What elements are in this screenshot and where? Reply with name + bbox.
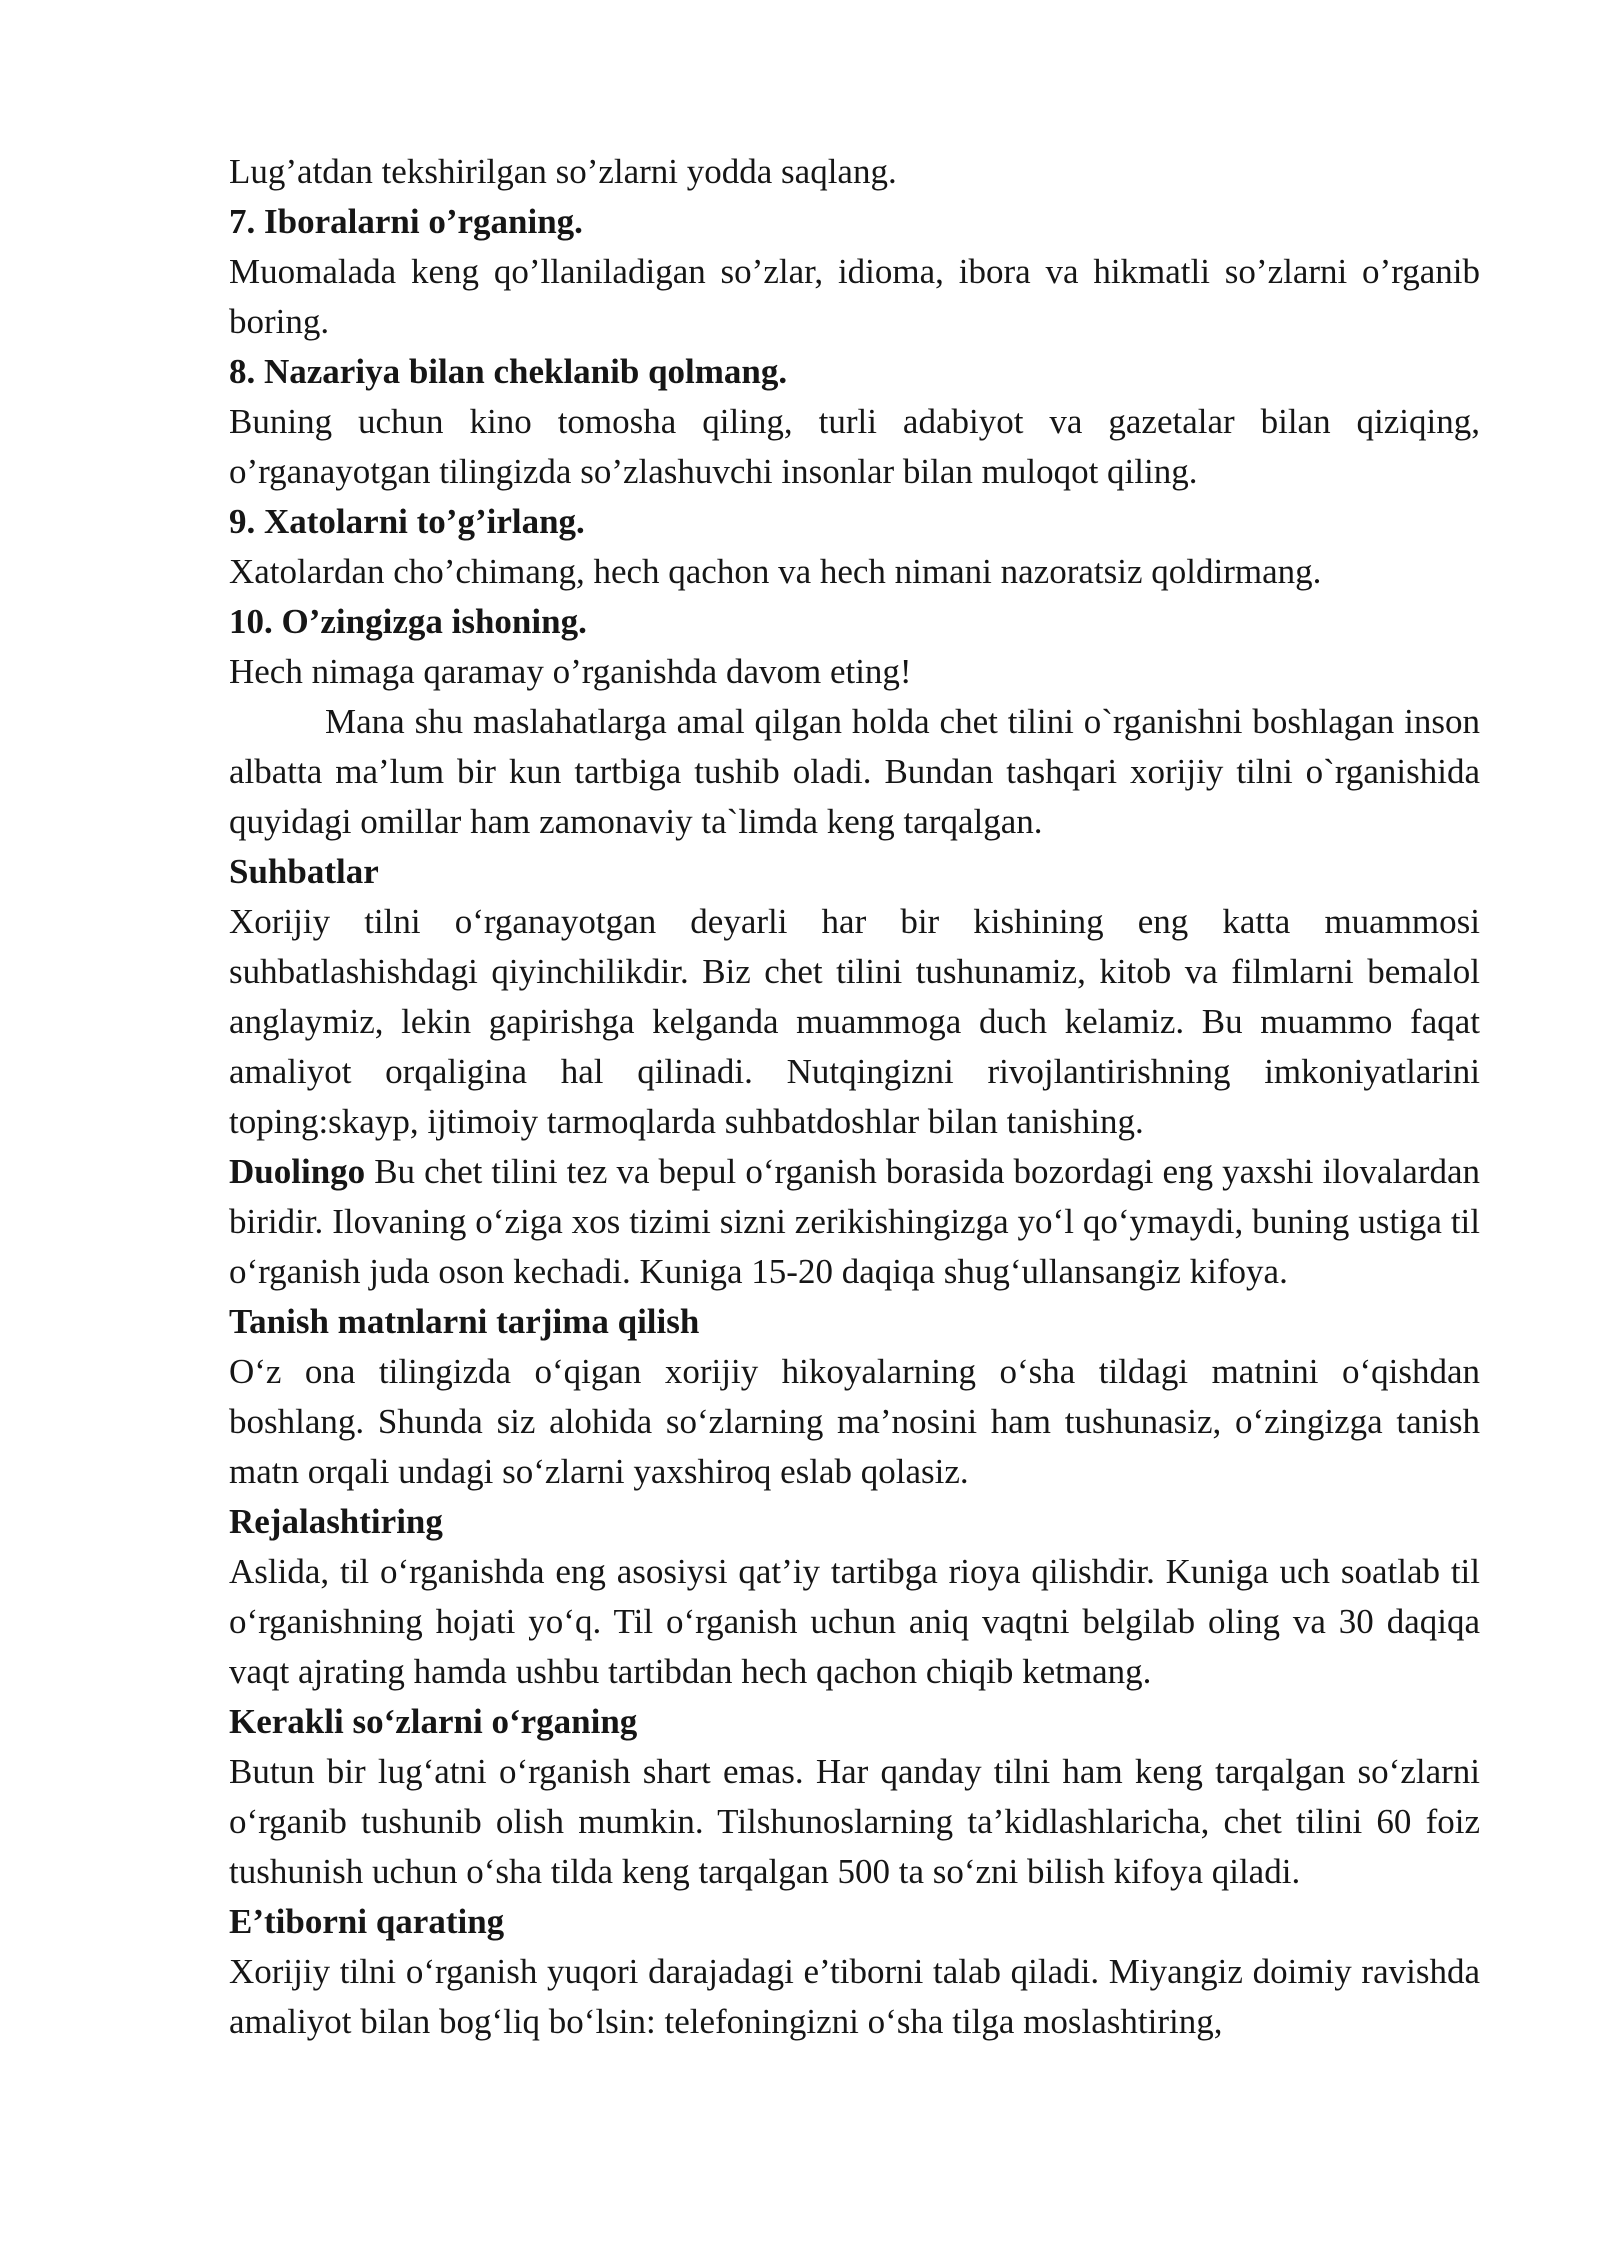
text-block xyxy=(229,147,1480,2047)
bold-lead: Duolingo xyxy=(229,1152,366,1191)
paragraph: Lug’atdan tekshirilgan so’zlarni yodda saqlang. xyxy=(229,152,897,191)
paragraph: Xorijiy tilni o‘rganayotgan deyarli har bir kishining eng katta muammosi suhbatlashishdagi qiyinchilikdir. Biz chet tilini tushunamiz, kitob va filmlarni bemalol anglaymiz, lekin gapirishga kelganda muammoga duch kelamiz. Bu muammo faqat amaliyot orqaligina hal qilinadi. Nutqingizni rivojlantirishning imkoniyatlarini toping:skayp, ijtimoiy tarmoqlarda suhbatdoshlar bilan tanishing. xyxy=(229,902,1480,1141)
paragraph: Buning uchun kino tomosha qiling, turli adabiyot va gazetalar bilan qiziqing, o’rganayotgan tilingizda so’zlashuvchi insonlar bilan muloqot qiling. xyxy=(229,402,1480,491)
paragraph: O‘z ona tilingizda o‘qigan xorijiy hikoyalarning o‘sha tildagi matnini o‘qishdan boshlang. Shunda siz alohida so‘zlarning ma’nosini ham tushunasiz, o‘zingizga tanish matn orqali undagi so‘zlarni yaxshiroq eslab qolasiz. xyxy=(229,1352,1480,1491)
paragraph: Hech nimaga qaramay o’rganishda davom eting! xyxy=(229,652,912,691)
section-heading: Kerakli so‘zlarni o‘rganing xyxy=(229,1702,638,1741)
paragraph: Mana shu maslahatlarga amal qilgan holda chet tilini o`rganishni boshlagan inson albatta ma’lum bir kun tartbiga tushib oladi. Bundan tashqari xorijiy tilni o`rganishida quyidagi omillar ham zamonaviy ta`limda keng tarqalgan. xyxy=(229,702,1480,841)
paragraph: Butun bir lug‘atni o‘rganish shart emas. Har qanday tilni ham keng tarqalgan so‘zlarni o‘rganib tushunib olish mumkin. Tilshunoslarning ta’kidlashlaricha, chet tilini 60 foiz tushunish uchun o‘sha tilda keng tarqalgan 500 ta so‘zni bilish kifoya qiladi. xyxy=(229,1752,1480,1891)
paragraph: Xatolardan cho’chimang, hech qachon va hech nimani nazoratsiz qoldirmang. xyxy=(229,552,1322,591)
section-heading: Suhbatlar xyxy=(229,852,379,891)
section-heading: 8. Nazariya bilan cheklanib qolmang. xyxy=(229,352,788,391)
section-heading: 10. O’zingizga ishoning. xyxy=(229,602,587,641)
paragraph: Xorijiy tilni o‘rganish yuqori darajadagi e’tiborni talab qiladi. Miyangiz doimiy ravishda amaliyot bilan bog‘liq bo‘lsin: telefoningizni o‘sha tilga moslashtiring, xyxy=(229,1952,1480,2041)
paragraph xyxy=(229,1147,1480,1297)
paragraph: Muomalada keng qo’llaniladigan so’zlar, idioma, ibora va hikmatli so’zlarni o’rganib boring. xyxy=(229,252,1480,341)
section-heading: Tanish matnlarni tarjima qilish xyxy=(229,1302,700,1341)
section-heading: Rejalashtiring xyxy=(229,1502,443,1541)
section-heading: 7. Iboralarni o’rganing. xyxy=(229,202,583,241)
paragraph-text: Bu chet tilini tez va bepul o‘rganish borasida bozordagi eng yaxshi ilovalardan biridir. Ilovaning o‘ziga xos tizimi sizni zerikishingizga yo‘l qo‘ymaydi, buning ustiga til o‘rganish juda oson kechadi. Kuniga 15-20 daqiqa shug‘ullansangiz kifoya. xyxy=(229,1152,1480,1291)
section-heading: E’tiborni qarating xyxy=(229,1902,505,1941)
section-heading: 9. Xatolarni to’g’irlang. xyxy=(229,502,585,541)
paragraph: Aslida, til o‘rganishda eng asosiysi qat’iy tartibga rioya qilishdir. Kuniga uch soatlab til o‘rganishning hojati yo‘q. Til o‘rganish uchun aniq vaqtni belgilab oling va 30 daqiqa vaqt ajrating hamda ushbu tartibdan hech qachon chiqib ketmang. xyxy=(229,1552,1480,1691)
